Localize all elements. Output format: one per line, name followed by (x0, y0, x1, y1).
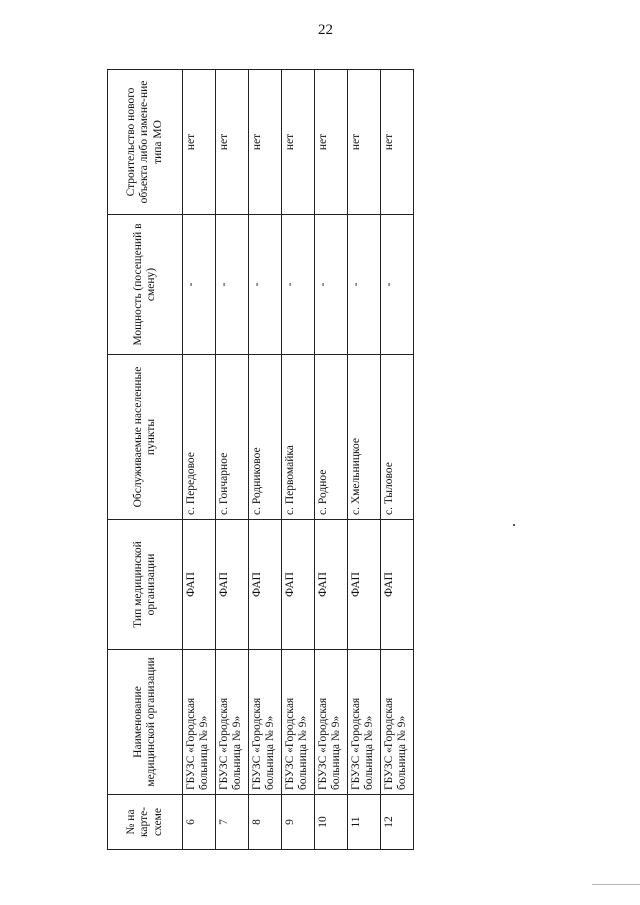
cell-area: с. Хмельницкое (348, 355, 381, 520)
cell-name: ГБУЗС «Городская больница № 9» (216, 650, 249, 795)
cell-area: с. Гончарное (216, 355, 249, 520)
cell-type: ФАП (183, 520, 216, 650)
cell-type: ФАП (282, 520, 315, 650)
cell-construction: нет (348, 70, 381, 215)
cell-name: ГБУЗС «Городская больница № 9» (348, 650, 381, 795)
table-row (315, 70, 348, 850)
scan-edge-mark (592, 884, 640, 885)
cell-name: ГБУЗС «Городская больница № 9» (183, 650, 216, 795)
cell-num: 6 (183, 795, 216, 850)
header-construction: Строительство нового объекта либо измене-ние типа МО (108, 70, 183, 215)
table-container (107, 70, 409, 850)
table-row (381, 70, 414, 850)
cell-construction: нет (282, 70, 315, 215)
cell-name: ГБУЗС «Городская больница № 9» (381, 650, 414, 795)
cell-name: ГБУЗС «Городская больница № 9» (315, 650, 348, 795)
header-num: № на карте-схеме (108, 795, 183, 850)
cell-capacity: - (348, 215, 381, 355)
cell-construction: нет (381, 70, 414, 215)
table-row (216, 70, 249, 850)
cell-num: 10 (315, 795, 348, 850)
scan-speck (513, 524, 515, 526)
cell-name: ГБУЗС «Городская больница № 9» (249, 650, 282, 795)
cell-type: ФАП (348, 520, 381, 650)
cell-capacity: - (183, 215, 216, 355)
cell-name: ГБУЗС «Городская больница № 9» (282, 650, 315, 795)
facilities-table (107, 69, 414, 850)
cell-num: 9 (282, 795, 315, 850)
cell-area: с. Передовое (183, 355, 216, 520)
cell-construction: нет (183, 70, 216, 215)
page-number: 22 (318, 22, 333, 38)
header-capacity: Мощность (посещений в смену) (108, 215, 183, 355)
header-name: Наименование медицинской организации (108, 650, 183, 795)
cell-type: ФАП (381, 520, 414, 650)
cell-type: ФАП (216, 520, 249, 650)
cell-capacity: - (249, 215, 282, 355)
table-header-row (108, 70, 183, 850)
cell-capacity: - (282, 215, 315, 355)
cell-num: 8 (249, 795, 282, 850)
cell-area: с. Родниковое (249, 355, 282, 520)
table-row (183, 70, 216, 850)
table-row (348, 70, 381, 850)
header-area: Обслуживаемые населенные пункты (108, 355, 183, 520)
cell-type: ФАП (249, 520, 282, 650)
cell-capacity: - (216, 215, 249, 355)
cell-capacity: - (381, 215, 414, 355)
cell-type: ФАП (315, 520, 348, 650)
cell-num: 11 (348, 795, 381, 850)
cell-capacity: - (315, 215, 348, 355)
cell-construction: нет (216, 70, 249, 215)
cell-construction: нет (315, 70, 348, 215)
cell-num: 12 (381, 795, 414, 850)
cell-area: с. Первомайка (282, 355, 315, 520)
cell-area: с. Родное (315, 355, 348, 520)
cell-area: с. Тыловое (381, 355, 414, 520)
table-row (249, 70, 282, 850)
cell-construction: нет (249, 70, 282, 215)
table-row (282, 70, 315, 850)
cell-num: 7 (216, 795, 249, 850)
header-type: Тип медицинской организации (108, 520, 183, 650)
